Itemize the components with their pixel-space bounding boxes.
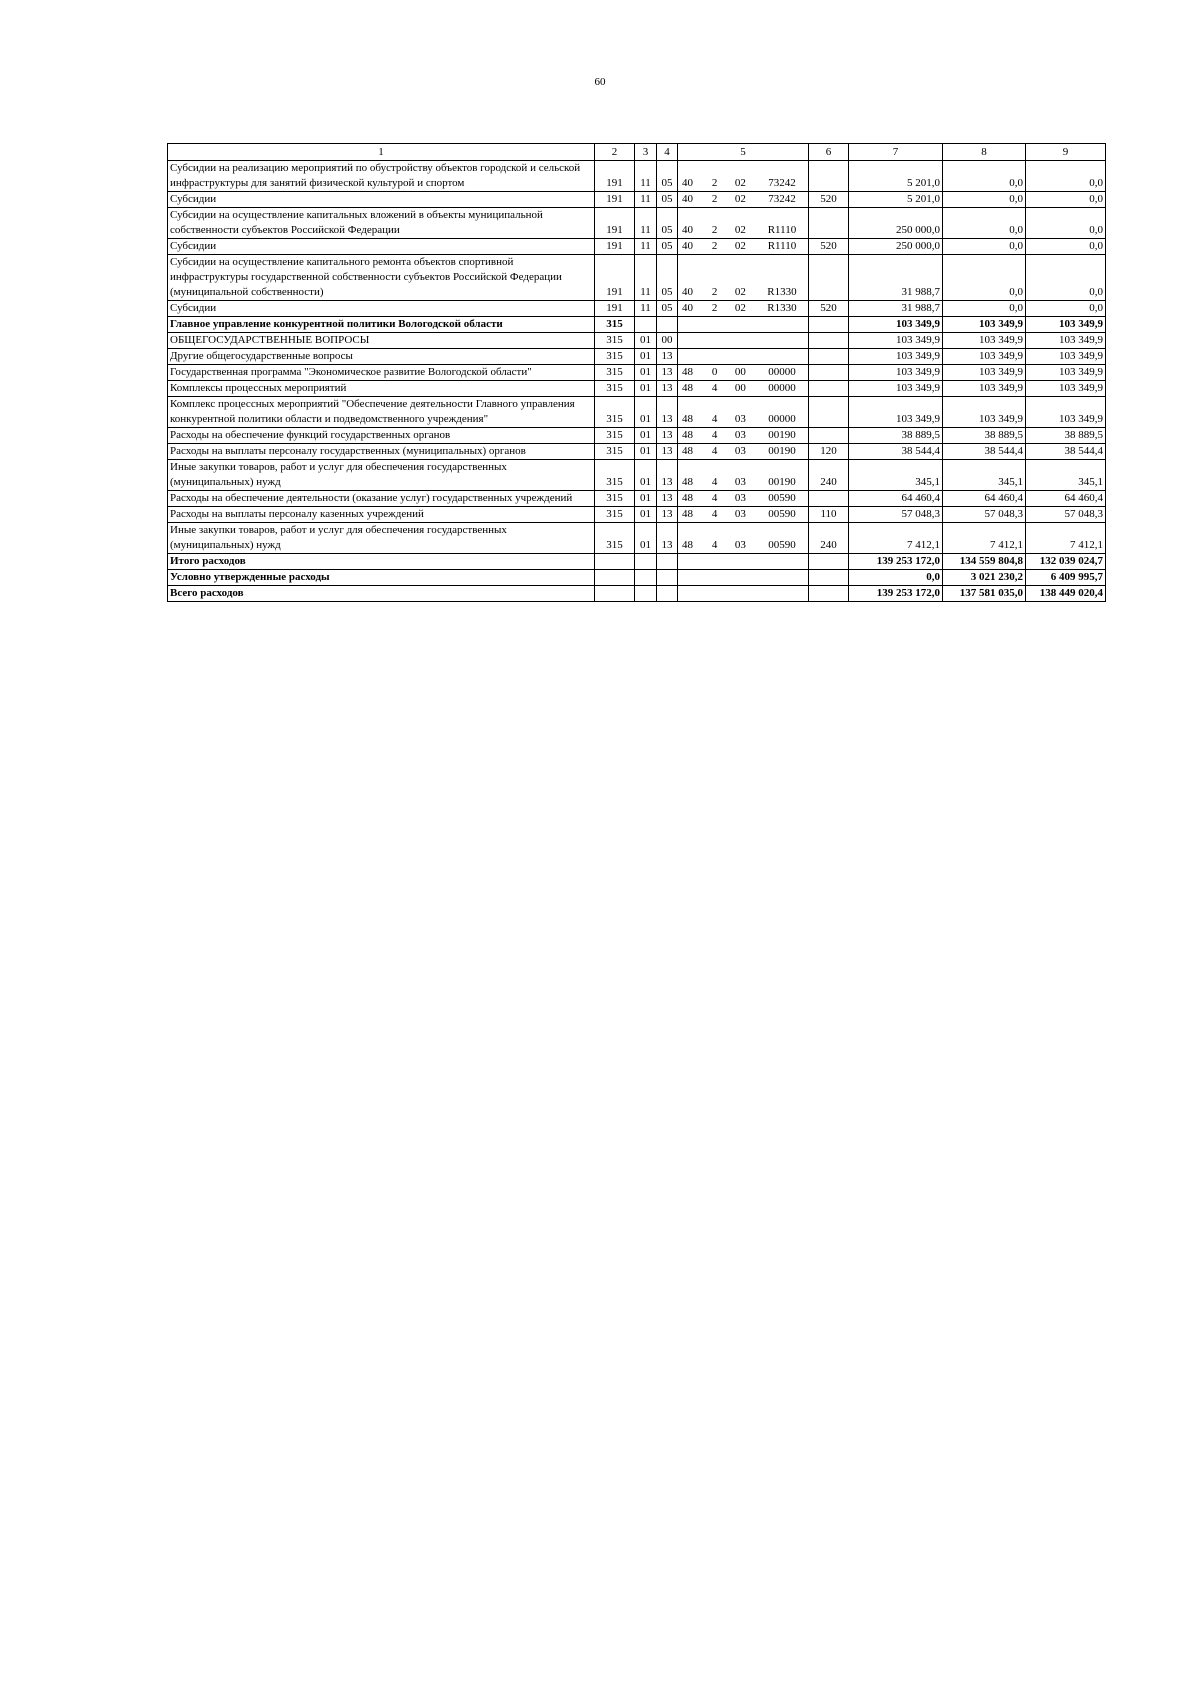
code-admin bbox=[595, 554, 635, 570]
code-target-article bbox=[678, 301, 809, 317]
code-part: 00000 bbox=[768, 382, 796, 394]
code-part: 03 bbox=[734, 476, 746, 488]
code-target-article bbox=[678, 397, 809, 428]
code-admin: 191 bbox=[595, 239, 635, 255]
code-admin bbox=[595, 570, 635, 586]
code-expense-type bbox=[809, 208, 849, 239]
amount-year-3: 38 889,5 bbox=[1026, 428, 1106, 444]
code-target-article bbox=[678, 208, 809, 239]
table-row bbox=[168, 161, 1106, 192]
row-name: Субсидии bbox=[168, 239, 595, 255]
table-row bbox=[168, 239, 1106, 255]
code-expense-type: 520 bbox=[809, 301, 849, 317]
code-part: 02 bbox=[734, 224, 746, 236]
code-expense-type bbox=[809, 428, 849, 444]
code-part: 48 bbox=[682, 476, 693, 488]
code-part: 02 bbox=[734, 177, 746, 189]
amount-year-2: 345,1 bbox=[943, 460, 1026, 491]
code-section bbox=[635, 586, 657, 602]
code-subsection: 13 bbox=[657, 444, 678, 460]
table-row bbox=[168, 208, 1106, 239]
code-part: 4 bbox=[711, 429, 718, 441]
code-target-article bbox=[678, 428, 809, 444]
row-name: Расходы на обеспечение функций государственных органов bbox=[168, 428, 595, 444]
header-cell: 2 bbox=[595, 144, 635, 161]
table-row bbox=[168, 491, 1106, 507]
code-section: 01 bbox=[635, 523, 657, 554]
row-name: Субсидии на осуществление капитального ремонта объектов спортивной инфраструктуры государственной собственности субъектов Российской Федерации (муниципальной собственности) bbox=[168, 255, 595, 301]
amount-year-2: 57 048,3 bbox=[943, 507, 1026, 523]
table-row bbox=[168, 586, 1106, 602]
code-target-article bbox=[678, 239, 809, 255]
code-part: 73242 bbox=[768, 177, 796, 189]
row-name: Субсидии на реализацию мероприятий по обустройству объектов городской и сельской инфраструктуры для занятий физической культурой и спортом bbox=[168, 161, 595, 192]
code-part: 00590 bbox=[768, 492, 796, 504]
code-part: 02 bbox=[734, 302, 746, 314]
code-admin: 315 bbox=[595, 365, 635, 381]
code-admin: 315 bbox=[595, 381, 635, 397]
amount-year-1: 139 253 172,0 bbox=[849, 554, 943, 570]
header-cell: 3 bbox=[635, 144, 657, 161]
amount-year-1: 103 349,9 bbox=[849, 349, 943, 365]
amount-year-2: 103 349,9 bbox=[943, 317, 1026, 333]
amount-year-3: 138 449 020,4 bbox=[1026, 586, 1106, 602]
row-name: Всего расходов bbox=[168, 586, 595, 602]
amount-year-3: 0,0 bbox=[1026, 255, 1106, 301]
code-expense-type bbox=[809, 570, 849, 586]
code-part: 48 bbox=[682, 508, 693, 520]
amount-year-2: 64 460,4 bbox=[943, 491, 1026, 507]
code-part: 03 bbox=[734, 413, 746, 425]
amount-year-3: 0,0 bbox=[1026, 192, 1106, 208]
amount-year-1: 103 349,9 bbox=[849, 333, 943, 349]
table-header-row bbox=[168, 144, 1106, 161]
amount-year-1: 5 201,0 bbox=[849, 192, 943, 208]
code-part: 00000 bbox=[768, 366, 796, 378]
amount-year-3: 7 412,1 bbox=[1026, 523, 1106, 554]
table-body bbox=[168, 144, 1106, 602]
code-part: 02 bbox=[734, 240, 746, 252]
table-row bbox=[168, 365, 1106, 381]
code-target-article bbox=[678, 349, 809, 365]
amount-year-3: 103 349,9 bbox=[1026, 381, 1106, 397]
table-row bbox=[168, 507, 1106, 523]
code-section: 01 bbox=[635, 444, 657, 460]
code-part: 2 bbox=[711, 224, 718, 236]
amount-year-3: 6 409 995,7 bbox=[1026, 570, 1106, 586]
amount-year-2: 0,0 bbox=[943, 192, 1026, 208]
code-admin: 315 bbox=[595, 460, 635, 491]
table-row bbox=[168, 349, 1106, 365]
code-part: 4 bbox=[711, 539, 718, 551]
code-target-article bbox=[678, 586, 809, 602]
code-part: 03 bbox=[734, 492, 746, 504]
code-admin: 191 bbox=[595, 255, 635, 301]
code-target-article bbox=[678, 192, 809, 208]
code-subsection: 00 bbox=[657, 333, 678, 349]
code-part: 48 bbox=[682, 382, 693, 394]
code-part: 00590 bbox=[768, 508, 796, 520]
code-section: 01 bbox=[635, 333, 657, 349]
row-name: Субсидии bbox=[168, 301, 595, 317]
code-expense-type: 240 bbox=[809, 523, 849, 554]
amount-year-2: 38 544,4 bbox=[943, 444, 1026, 460]
code-part: R1110 bbox=[767, 224, 797, 236]
code-part: 48 bbox=[682, 366, 693, 378]
code-target-article bbox=[678, 570, 809, 586]
header-cell: 8 bbox=[943, 144, 1026, 161]
code-expense-type bbox=[809, 161, 849, 192]
code-part: 00190 bbox=[768, 429, 796, 441]
code-section bbox=[635, 570, 657, 586]
amount-year-3: 64 460,4 bbox=[1026, 491, 1106, 507]
header-cell: 7 bbox=[849, 144, 943, 161]
code-part: 4 bbox=[711, 476, 718, 488]
table-row bbox=[168, 255, 1106, 301]
code-part: R1330 bbox=[767, 302, 797, 314]
code-subsection: 13 bbox=[657, 381, 678, 397]
amount-year-2: 3 021 230,2 bbox=[943, 570, 1026, 586]
code-target-article bbox=[678, 333, 809, 349]
code-part: 48 bbox=[682, 429, 693, 441]
code-expense-type: 240 bbox=[809, 460, 849, 491]
code-admin: 315 bbox=[595, 397, 635, 428]
code-part: 03 bbox=[734, 445, 746, 457]
amount-year-1: 250 000,0 bbox=[849, 208, 943, 239]
code-admin: 315 bbox=[595, 444, 635, 460]
amount-year-1: 103 349,9 bbox=[849, 317, 943, 333]
code-target-article bbox=[678, 554, 809, 570]
code-part: 73242 bbox=[768, 193, 796, 205]
code-admin: 191 bbox=[595, 192, 635, 208]
amount-year-1: 38 889,5 bbox=[849, 428, 943, 444]
code-subsection bbox=[657, 586, 678, 602]
code-section bbox=[635, 554, 657, 570]
code-section: 11 bbox=[635, 208, 657, 239]
code-part: 03 bbox=[734, 539, 746, 551]
code-section: 01 bbox=[635, 365, 657, 381]
code-part: 4 bbox=[711, 413, 718, 425]
amount-year-2: 137 581 035,0 bbox=[943, 586, 1026, 602]
code-subsection: 13 bbox=[657, 491, 678, 507]
code-part: 4 bbox=[711, 508, 718, 520]
amount-year-1: 103 349,9 bbox=[849, 397, 943, 428]
table-row bbox=[168, 397, 1106, 428]
table-row bbox=[168, 317, 1106, 333]
code-section: 01 bbox=[635, 381, 657, 397]
code-subsection: 05 bbox=[657, 161, 678, 192]
code-subsection: 13 bbox=[657, 460, 678, 491]
code-part: 48 bbox=[682, 445, 693, 457]
page-number: 60 bbox=[594, 76, 606, 88]
amount-year-1: 0,0 bbox=[849, 570, 943, 586]
code-part: 02 bbox=[734, 286, 746, 298]
code-expense-type: 520 bbox=[809, 239, 849, 255]
row-name: ОБЩЕГОСУДАРСТВЕННЫЕ ВОПРОСЫ bbox=[168, 333, 595, 349]
code-subsection: 13 bbox=[657, 397, 678, 428]
code-subsection bbox=[657, 317, 678, 333]
code-part: 00 bbox=[734, 366, 746, 378]
row-name: Условно утвержденные расходы bbox=[168, 570, 595, 586]
code-part: R1110 bbox=[767, 240, 797, 252]
row-name: Расходы на обеспечение деятельности (оказание услуг) государственных учреждений bbox=[168, 491, 595, 507]
header-cell: 5 bbox=[678, 144, 809, 161]
row-name: Субсидии bbox=[168, 192, 595, 208]
code-admin: 315 bbox=[595, 428, 635, 444]
row-name: Итого расходов bbox=[168, 554, 595, 570]
code-part: 00 bbox=[734, 382, 746, 394]
table-row bbox=[168, 554, 1106, 570]
amount-year-2: 0,0 bbox=[943, 255, 1026, 301]
code-part: 03 bbox=[734, 429, 746, 441]
code-target-article bbox=[678, 507, 809, 523]
amount-year-3: 103 349,9 bbox=[1026, 365, 1106, 381]
table-row bbox=[168, 192, 1106, 208]
code-expense-type bbox=[809, 333, 849, 349]
code-part: 0 bbox=[711, 366, 718, 378]
code-expense-type bbox=[809, 317, 849, 333]
row-name: Государственная программа "Экономическое развитие Вологодской области" bbox=[168, 365, 595, 381]
code-section: 11 bbox=[635, 255, 657, 301]
amount-year-3: 103 349,9 bbox=[1026, 317, 1106, 333]
code-subsection bbox=[657, 570, 678, 586]
code-part: 00590 bbox=[768, 539, 796, 551]
code-part: 00000 bbox=[768, 413, 796, 425]
code-admin bbox=[595, 586, 635, 602]
code-expense-type bbox=[809, 381, 849, 397]
code-admin: 191 bbox=[595, 301, 635, 317]
code-subsection: 13 bbox=[657, 365, 678, 381]
code-target-article bbox=[678, 460, 809, 491]
code-expense-type bbox=[809, 586, 849, 602]
amount-year-1: 250 000,0 bbox=[849, 239, 943, 255]
code-admin: 315 bbox=[595, 507, 635, 523]
code-part: 00190 bbox=[768, 445, 796, 457]
code-section: 01 bbox=[635, 491, 657, 507]
table-row bbox=[168, 428, 1106, 444]
amount-year-1: 345,1 bbox=[849, 460, 943, 491]
amount-year-3: 132 039 024,7 bbox=[1026, 554, 1106, 570]
code-part: 40 bbox=[682, 177, 693, 189]
row-name: Иные закупки товаров, работ и услуг для обеспечения государственных (муниципальных) нужд bbox=[168, 460, 595, 491]
code-section: 11 bbox=[635, 161, 657, 192]
amount-year-2: 103 349,9 bbox=[943, 381, 1026, 397]
code-part: 2 bbox=[711, 302, 718, 314]
code-subsection: 05 bbox=[657, 301, 678, 317]
code-part: 2 bbox=[711, 240, 718, 252]
code-target-article bbox=[678, 444, 809, 460]
amount-year-2: 0,0 bbox=[943, 239, 1026, 255]
table-row bbox=[168, 381, 1106, 397]
code-expense-type bbox=[809, 255, 849, 301]
code-target-article bbox=[678, 317, 809, 333]
amount-year-3: 103 349,9 bbox=[1026, 333, 1106, 349]
table-row bbox=[168, 333, 1106, 349]
amount-year-3: 0,0 bbox=[1026, 239, 1106, 255]
amount-year-2: 134 559 804,8 bbox=[943, 554, 1026, 570]
code-part: 4 bbox=[711, 492, 718, 504]
code-expense-type bbox=[809, 554, 849, 570]
code-part: 40 bbox=[682, 302, 693, 314]
header-cell: 9 bbox=[1026, 144, 1106, 161]
row-name: Комплексы процессных мероприятий bbox=[168, 381, 595, 397]
amount-year-1: 139 253 172,0 bbox=[849, 586, 943, 602]
code-target-article bbox=[678, 491, 809, 507]
table-row bbox=[168, 523, 1106, 554]
code-expense-type bbox=[809, 349, 849, 365]
code-section: 11 bbox=[635, 239, 657, 255]
code-section bbox=[635, 317, 657, 333]
amount-year-1: 38 544,4 bbox=[849, 444, 943, 460]
code-expense-type bbox=[809, 397, 849, 428]
amount-year-1: 31 988,7 bbox=[849, 255, 943, 301]
code-admin: 315 bbox=[595, 317, 635, 333]
amount-year-2: 0,0 bbox=[943, 208, 1026, 239]
code-part: 4 bbox=[711, 382, 718, 394]
code-admin: 315 bbox=[595, 349, 635, 365]
code-section: 11 bbox=[635, 192, 657, 208]
amount-year-2: 103 349,9 bbox=[943, 333, 1026, 349]
amount-year-1: 7 412,1 bbox=[849, 523, 943, 554]
amount-year-2: 7 412,1 bbox=[943, 523, 1026, 554]
header-cell: 4 bbox=[657, 144, 678, 161]
amount-year-3: 103 349,9 bbox=[1026, 349, 1106, 365]
row-name: Расходы на выплаты персоналу казенных учреждений bbox=[168, 507, 595, 523]
row-name: Комплекс процессных мероприятий "Обеспечение деятельности Главного управления конкурентной политики области и подведомственного учреждения" bbox=[168, 397, 595, 428]
code-part: 03 bbox=[734, 508, 746, 520]
amount-year-3: 38 544,4 bbox=[1026, 444, 1106, 460]
code-section: 01 bbox=[635, 349, 657, 365]
row-name: Расходы на выплаты персоналу государственных (муниципальных) органов bbox=[168, 444, 595, 460]
code-subsection: 05 bbox=[657, 255, 678, 301]
code-subsection: 13 bbox=[657, 523, 678, 554]
code-expense-type: 110 bbox=[809, 507, 849, 523]
code-section: 11 bbox=[635, 301, 657, 317]
amount-year-2: 103 349,9 bbox=[943, 397, 1026, 428]
row-name: Иные закупки товаров, работ и услуг для обеспечения государственных (муниципальных) нужд bbox=[168, 523, 595, 554]
code-part: 4 bbox=[711, 445, 718, 457]
code-target-article bbox=[678, 255, 809, 301]
code-target-article bbox=[678, 523, 809, 554]
amount-year-1: 57 048,3 bbox=[849, 507, 943, 523]
table-row bbox=[168, 301, 1106, 317]
row-name: Главное управление конкурентной политики Вологодской области bbox=[168, 317, 595, 333]
amount-year-1: 103 349,9 bbox=[849, 381, 943, 397]
row-name: Субсидии на осуществление капитальных вложений в объекты муниципальной собственности субъектов Российской Федерации bbox=[168, 208, 595, 239]
code-part: 48 bbox=[682, 492, 693, 504]
amount-year-1: 103 349,9 bbox=[849, 365, 943, 381]
header-cell: 6 bbox=[809, 144, 849, 161]
budget-table bbox=[167, 143, 1106, 602]
amount-year-1: 64 460,4 bbox=[849, 491, 943, 507]
code-subsection: 05 bbox=[657, 192, 678, 208]
amount-year-2: 38 889,5 bbox=[943, 428, 1026, 444]
amount-year-2: 103 349,9 bbox=[943, 365, 1026, 381]
code-target-article bbox=[678, 381, 809, 397]
table-row bbox=[168, 570, 1106, 586]
code-part: 40 bbox=[682, 193, 693, 205]
amount-year-3: 0,0 bbox=[1026, 301, 1106, 317]
code-part: 40 bbox=[682, 286, 693, 298]
code-admin: 315 bbox=[595, 333, 635, 349]
code-admin: 191 bbox=[595, 208, 635, 239]
code-subsection: 05 bbox=[657, 239, 678, 255]
amount-year-1: 5 201,0 bbox=[849, 161, 943, 192]
code-subsection: 13 bbox=[657, 349, 678, 365]
amount-year-3: 57 048,3 bbox=[1026, 507, 1106, 523]
code-admin: 315 bbox=[595, 491, 635, 507]
amount-year-2: 103 349,9 bbox=[943, 349, 1026, 365]
code-subsection: 13 bbox=[657, 428, 678, 444]
code-part: 2 bbox=[711, 193, 718, 205]
amount-year-3: 345,1 bbox=[1026, 460, 1106, 491]
code-subsection bbox=[657, 554, 678, 570]
code-section: 01 bbox=[635, 397, 657, 428]
code-expense-type bbox=[809, 491, 849, 507]
header-cell: 1 bbox=[168, 144, 595, 161]
code-part: 40 bbox=[682, 240, 693, 252]
code-subsection: 05 bbox=[657, 208, 678, 239]
code-part: 00190 bbox=[768, 476, 796, 488]
code-expense-type: 520 bbox=[809, 192, 849, 208]
amount-year-3: 0,0 bbox=[1026, 208, 1106, 239]
code-expense-type bbox=[809, 365, 849, 381]
code-part: 2 bbox=[711, 177, 718, 189]
code-part: 02 bbox=[734, 193, 746, 205]
table-row bbox=[168, 444, 1106, 460]
code-part: 2 bbox=[711, 286, 718, 298]
code-section: 01 bbox=[635, 428, 657, 444]
code-part: 40 bbox=[682, 224, 693, 236]
code-admin: 191 bbox=[595, 161, 635, 192]
code-expense-type: 120 bbox=[809, 444, 849, 460]
code-target-article bbox=[678, 161, 809, 192]
amount-year-2: 0,0 bbox=[943, 161, 1026, 192]
code-part: R1330 bbox=[767, 286, 797, 298]
code-part: 48 bbox=[682, 413, 693, 425]
code-target-article bbox=[678, 365, 809, 381]
code-subsection: 13 bbox=[657, 507, 678, 523]
code-admin: 315 bbox=[595, 523, 635, 554]
amount-year-1: 31 988,7 bbox=[849, 301, 943, 317]
table-row bbox=[168, 460, 1106, 491]
amount-year-3: 103 349,9 bbox=[1026, 397, 1106, 428]
code-section: 01 bbox=[635, 460, 657, 491]
amount-year-2: 0,0 bbox=[943, 301, 1026, 317]
row-name: Другие общегосударственные вопросы bbox=[168, 349, 595, 365]
code-section: 01 bbox=[635, 507, 657, 523]
code-part: 48 bbox=[682, 539, 693, 551]
amount-year-3: 0,0 bbox=[1026, 161, 1106, 192]
